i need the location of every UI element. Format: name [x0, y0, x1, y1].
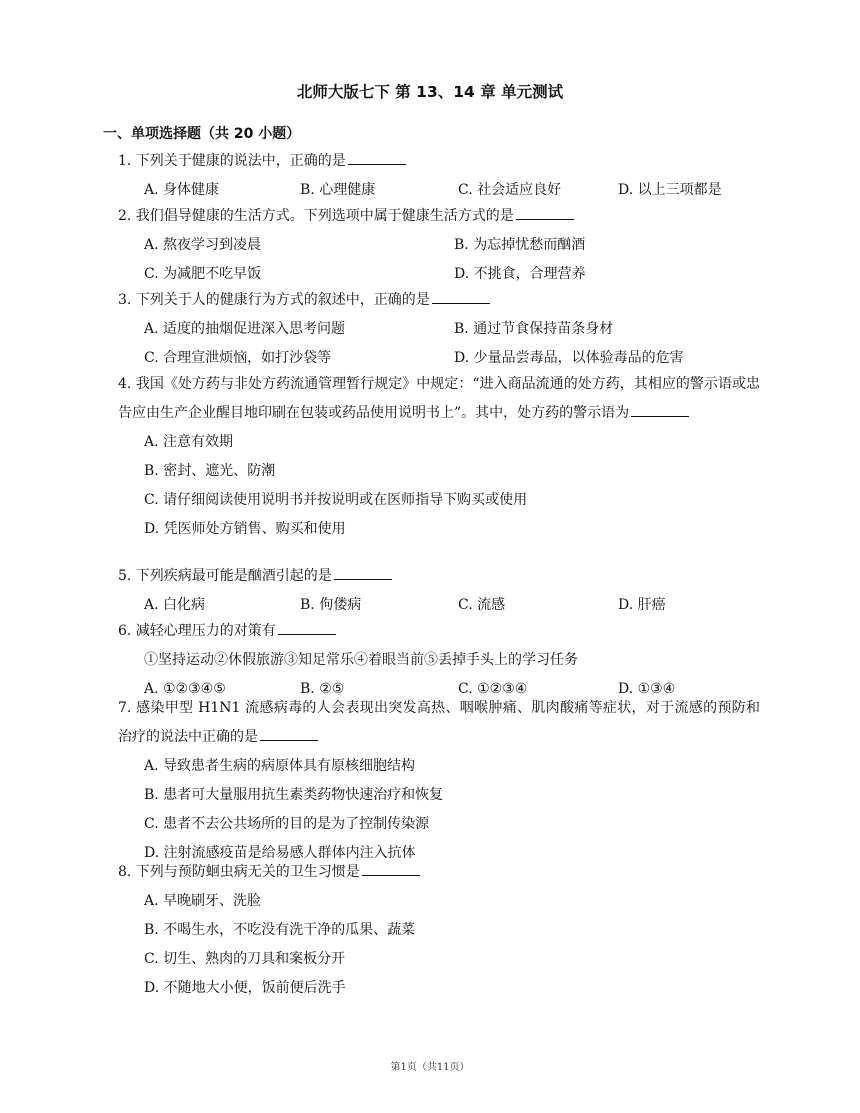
option-b: B. 心理健康 [300, 182, 376, 198]
answer-blank [260, 726, 318, 741]
question-5 [118, 562, 760, 620]
question-extra: ①坚持运动②休假旅游③知足常乐④着眼当前⑤丢掉手头上的学习任务 [144, 652, 578, 668]
options [144, 752, 760, 868]
option-b: B. 密封、遮光、防潮 [144, 463, 276, 479]
option-a: A. 适度的抽烟促进深入思考问题 [144, 321, 346, 337]
options [144, 591, 760, 620]
option-b: B. ②⑤ [300, 681, 345, 697]
options [144, 315, 760, 373]
question-2 [118, 202, 760, 289]
options [144, 176, 760, 205]
option-b: B. 佝偻病 [300, 597, 362, 613]
option-d: D. ①③④ [618, 681, 676, 697]
option-b: B. 为忘掉忧愁而酗酒 [454, 237, 586, 253]
answer-blank [432, 289, 490, 304]
option-d: D. 肝癌 [618, 597, 666, 613]
option-a: A. 身体健康 [144, 182, 220, 198]
option-a: A. 导致患者生病的病原体具有原核细胞结构 [144, 758, 416, 774]
option-c: C. 流感 [458, 597, 506, 613]
option-b: B. 不喝生水，不吃没有洗干净的瓜果、蔬菜 [144, 922, 416, 938]
question-1 [118, 147, 760, 205]
answer-blank [278, 620, 336, 635]
question-8 [118, 858, 760, 1003]
option-c: C. 切生、熟肉的刀具和案板分开 [144, 951, 346, 967]
option-d: D. 以上三项都是 [618, 182, 722, 198]
page-number: 第1页（共11页） [390, 1062, 470, 1073]
page-title: 北师大版七下 第 13、14 章 单元测试 [296, 83, 564, 101]
option-a: A. ①②③④⑤ [144, 681, 226, 697]
option-d: D. 少量品尝毒品，以体验毒品的危害 [454, 350, 684, 366]
question-stem: 6. 减轻心理压力的对策有 [118, 623, 276, 639]
option-d: D. 不挑食，合理营养 [454, 266, 586, 282]
option-d: D. 不随地大小便，饭前便后洗手 [144, 980, 346, 996]
option-a: A. 白化病 [144, 597, 206, 613]
option-c: C. 请仔细阅读使用说明书并按说明或在医师指导下购买或使用 [144, 492, 528, 508]
options [144, 231, 760, 289]
option-a: A. 注意有效期 [144, 434, 234, 450]
answer-blank [334, 565, 392, 580]
option-a: A. 熬夜学习到凌晨 [144, 237, 262, 253]
question-6 [118, 617, 760, 704]
option-d: D. 凭医师处方销售、购买和使用 [144, 521, 346, 537]
answer-blank [631, 402, 689, 417]
question-stem: 7. 感染甲型 H1N1 流感病毒的人会表现出突发高热、咽喉肿痛、肌肉酸痛等症状，对于流感的预防和治疗的说法中正确的是 [118, 700, 760, 745]
question-stem: 8. 下列与预防蛔虫病无关的卫生习惯是 [118, 864, 360, 880]
question-7 [118, 694, 760, 868]
question-stem: 4. 我国《处方药与非处方药流通管理暂行规定》中规定：“进入商品流通的处方药，其相应的警示语或忠告应由生产企业醒目地印刷在包装或药品使用说明书上”。其中，处方药的警示语为 [118, 376, 760, 421]
option-c: C. 合理宣泄烦恼，如打沙袋等 [144, 350, 332, 366]
option-c: C. 患者不去公共场所的目的是为了控制传染源 [144, 816, 430, 832]
answer-blank [362, 861, 420, 876]
option-c: C. 社会适应良好 [458, 182, 562, 198]
answer-blank [348, 150, 406, 165]
option-b: B. 通过节食保持苗条身材 [454, 321, 614, 337]
option-c: C. 为减肥不吃早饭 [144, 266, 262, 282]
option-c: C. ①②③④ [458, 681, 528, 697]
question-stem: 1. 下列关于健康的说法中，正确的是 [118, 153, 346, 169]
option-d: D. 注射流感疫苗是给易感人群体内注入抗体 [144, 845, 416, 861]
option-b: B. 患者可大量服用抗生素类药物快速治疗和恢复 [144, 787, 444, 803]
question-stem: 2. 我们倡导健康的生活方式。下列选项中属于健康生活方式的是 [118, 208, 514, 224]
options [144, 428, 760, 544]
answer-blank [516, 205, 574, 220]
question-3 [118, 286, 760, 373]
section-heading: 一、单项选择题（共 20 小题） [103, 126, 301, 142]
question-stem: 5. 下列疾病最可能是酗酒引起的是 [118, 568, 332, 584]
question-4 [118, 370, 760, 544]
option-a: A. 早晚刷牙、洗脸 [144, 893, 262, 909]
options [144, 887, 760, 1003]
question-stem: 3. 下列关于人的健康行为方式的叙述中，正确的是 [118, 292, 430, 308]
